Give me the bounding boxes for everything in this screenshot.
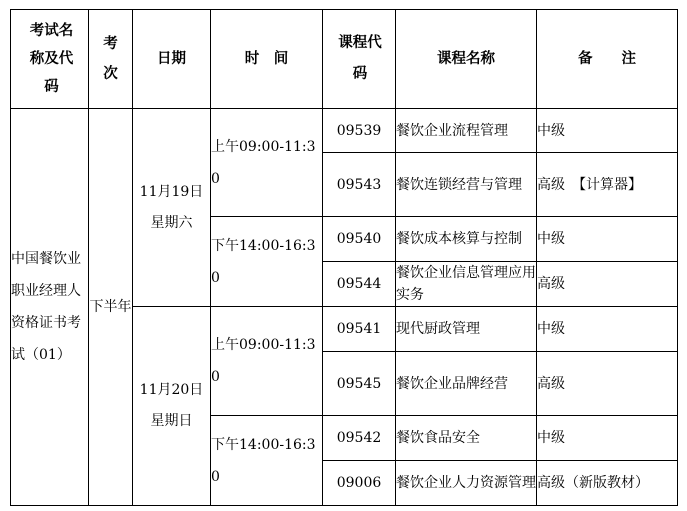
weekday-value: 星期日 bbox=[150, 413, 193, 429]
header-course-label: 课程名称 bbox=[437, 51, 495, 67]
header-code-label: 课程代码 bbox=[338, 35, 382, 82]
header-note-label: 备 注 bbox=[578, 51, 636, 67]
course-code: 09545 bbox=[323, 352, 396, 416]
time-cell bbox=[211, 109, 323, 217]
weekday-value: 星期六 bbox=[150, 214, 193, 231]
course-code: 09543 bbox=[323, 153, 396, 217]
course-name: 餐饮成本核算与控制 bbox=[396, 217, 537, 262]
course-name: 餐饮企业流程管理 bbox=[396, 109, 537, 153]
header-date-label: 日期 bbox=[157, 51, 186, 67]
course-name: 现代厨政管理 bbox=[396, 307, 537, 352]
course-note: 高级 bbox=[537, 352, 678, 416]
period-value: 下半年 bbox=[89, 298, 132, 315]
time-cell bbox=[211, 416, 323, 506]
course-note: 中级 bbox=[537, 109, 678, 153]
header-code bbox=[323, 10, 396, 109]
header-date bbox=[133, 10, 211, 109]
date-value: 11月19日 bbox=[139, 183, 204, 200]
header-exam-label: 考试名称及代码 bbox=[29, 23, 74, 95]
exam-schedule bbox=[10, 9, 678, 506]
course-code: 09540 bbox=[323, 217, 396, 262]
course-name: 餐饮企业信息管理应用实务 bbox=[396, 262, 537, 307]
period-cell bbox=[89, 109, 133, 506]
header-row bbox=[11, 10, 678, 109]
date-value: 11月20日 bbox=[139, 382, 204, 398]
table-row bbox=[11, 109, 678, 153]
time-cell bbox=[211, 217, 323, 307]
course-note: 中级 bbox=[537, 217, 678, 262]
exam-schedule-table bbox=[10, 9, 678, 506]
course-code: 09006 bbox=[323, 461, 396, 506]
time-value: 上午09:00-11:30 bbox=[211, 138, 316, 187]
course-note: 高级 bbox=[537, 262, 678, 307]
course-name: 餐饮食品安全 bbox=[396, 416, 537, 461]
time-value: 下午14:00-16:30 bbox=[211, 237, 316, 286]
course-code: 09542 bbox=[323, 416, 396, 461]
course-name: 餐饮连锁经营与管理 bbox=[396, 153, 537, 217]
header-exam bbox=[11, 10, 89, 109]
time-cell bbox=[211, 307, 323, 416]
header-time bbox=[211, 10, 323, 109]
time-value: 上午09:00-11:30 bbox=[211, 337, 316, 385]
header-course bbox=[396, 10, 537, 109]
course-note: 中级 bbox=[537, 307, 678, 352]
course-note: 中级 bbox=[537, 416, 678, 461]
header-period bbox=[89, 10, 133, 109]
date-cell bbox=[133, 109, 211, 307]
exam-name-cell bbox=[11, 109, 89, 506]
course-name: 餐饮企业人力资源管理 bbox=[396, 461, 537, 506]
course-name: 餐饮企业品牌经营 bbox=[396, 352, 537, 416]
course-note: 高级（新版教材） bbox=[537, 461, 678, 506]
header-time-label: 时 间 bbox=[244, 51, 289, 67]
header-period-label: 考次 bbox=[103, 36, 118, 82]
date-cell bbox=[133, 307, 211, 506]
course-code: 09541 bbox=[323, 307, 396, 352]
course-code: 09544 bbox=[323, 262, 396, 307]
course-note: 高级 【计算器】 bbox=[537, 153, 678, 217]
exam-name: 中国餐饮业职业经理人资格证书考试（01） bbox=[11, 251, 81, 363]
header-note bbox=[537, 10, 678, 109]
course-code: 09539 bbox=[323, 109, 396, 153]
time-value: 下午14:00-16:30 bbox=[211, 436, 316, 485]
